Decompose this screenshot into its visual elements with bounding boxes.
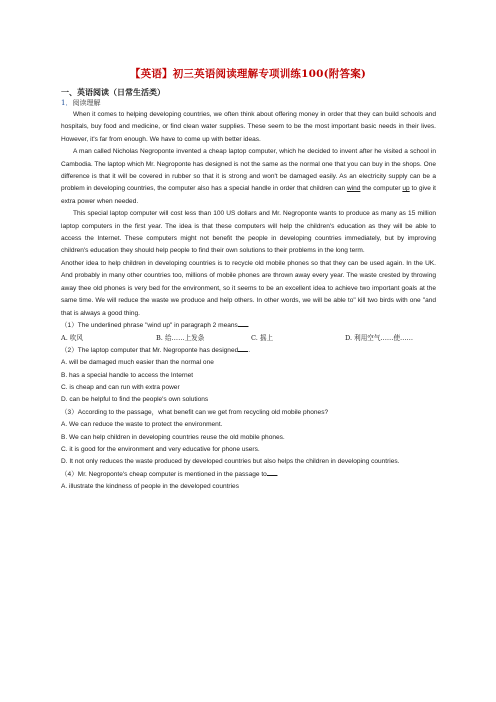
answer-blank[interactable] [267, 469, 277, 476]
q2-option-a[interactable]: A. will be damaged much easier than the normal one [61, 359, 214, 367]
q3-option-c[interactable]: C. it is good for the environment and very educative for phone users. [61, 445, 260, 453]
q3-option-d[interactable]: D. It not only reduces the waste produced by developed countries but also helps the children in developing countries. [61, 458, 400, 466]
q2-option-d[interactable]: D. can be helpful to find the people's own solutions [61, 396, 209, 404]
q4-stem-text: （4）Mr. Negroponte's cheap computer is mentioned in the passage to [61, 470, 267, 478]
q3-option-b[interactable]: B. We can help children in developing countries reuse the old mobile phones. [61, 433, 285, 441]
p2-text-c: to give it extra power when needed. [61, 185, 436, 205]
q1-option-c[interactable]: C. 摇上 [251, 334, 274, 343]
q4-stem-end: . [276, 470, 279, 478]
p2-text-a: A man called Nicholas Negroponte invented a cheap laptop computer, which he decided to invent after he visited a school in Cambodia. The laptop which Mr. Negroponte has designed is not the same as the normal one that you can buy in the shops. One difference is that it will be covered in rubber so that it is strong and won't be damaged easily. As an electricity supply can be a problem in developing countries, the computer also has a special handle in order that children can [61, 148, 436, 193]
q2-option-b[interactable]: B. has a special handle to access the Internet [61, 371, 194, 379]
p2-text-b: the computer [360, 185, 403, 193]
question-3-stem: （3）According to the passage，what benefit can we get from recycling old mobile phones? [61, 408, 329, 416]
question-1-stem [61, 320, 436, 332]
question-header [61, 98, 436, 109]
question-number: 1． [61, 99, 73, 107]
q2-stem-end: . [248, 346, 251, 354]
passage-paragraph-4: Another idea to help children in developing countries is to recycle old mobile phones so that they can be used again. In the UK. And probably in many other countries too, millions of mobile phones are thrown away every year. The waste crested by throwing away thee old phones is very bed for the environment, so it seems to be an excellent idea to achieve two important goals at the same time. We will reduce the waste we produce and help others. In other words, we will be able to" kill two birds with one "and that is always a good thing. [61, 259, 436, 317]
question-type: 阅读理解 [72, 99, 101, 107]
answer-blank[interactable] [238, 345, 251, 354]
passage-paragraph-1: When it comes to helping developing countries, we often think about offering money in order that they can build schools and hospitals, buy food and medicine, or find clean water supplies. These seem to be the most important basic needs in their lives. However, it's far from enough. We have to come up with better ideas. [61, 111, 436, 143]
q2-stem-text: （2）The laptop computer that Mr. Negroponte has designed [61, 346, 239, 354]
q4-option-a[interactable]: A. illustrate the kindness of people in the developed countries [61, 483, 239, 491]
question-1-options [61, 332, 436, 344]
q3-option-a[interactable]: A. We can reduce the waste to protect the environment. [61, 421, 223, 429]
q1-stem-end: . [247, 321, 250, 329]
document-body [61, 86, 436, 494]
q2-option-c[interactable]: C. is cheap and can run with extra power [61, 383, 180, 391]
q1-option-d[interactable]: D. 利用空气……使…… [345, 334, 414, 343]
question-4-stem [61, 469, 436, 481]
q1-stem-text: （1）The underlined phrase "wind up" in paragraph 2 means [61, 321, 238, 329]
document-title: 【英语】初三英语阅读理解专项训练100(附答案) [129, 68, 367, 80]
q1-option-a[interactable]: A. 吹风 [61, 334, 83, 343]
underlined-word-up: up [402, 185, 410, 193]
underlined-word-wind: wind [346, 185, 361, 193]
question-2-stem [61, 345, 436, 357]
answer-blank[interactable] [238, 320, 248, 327]
passage-paragraph-2 [61, 146, 436, 208]
passage-paragraph-3: This special laptop computer will cost less than 100 US dollars and Mr. Negroponte wants to produce as many as 15 million laptop computers in the first year. The idea is that these computers will help the children's education as they will be able to access the Internet. These computers might not benefit the people in developing countries immediately, but by improving children's education they should help people to find their own solutions to their problems in the long term. [61, 210, 436, 255]
q1-option-b[interactable]: B. 给……上发条 [156, 334, 205, 343]
section-heading: 一、英语阅读（日常生活类） [61, 87, 165, 97]
